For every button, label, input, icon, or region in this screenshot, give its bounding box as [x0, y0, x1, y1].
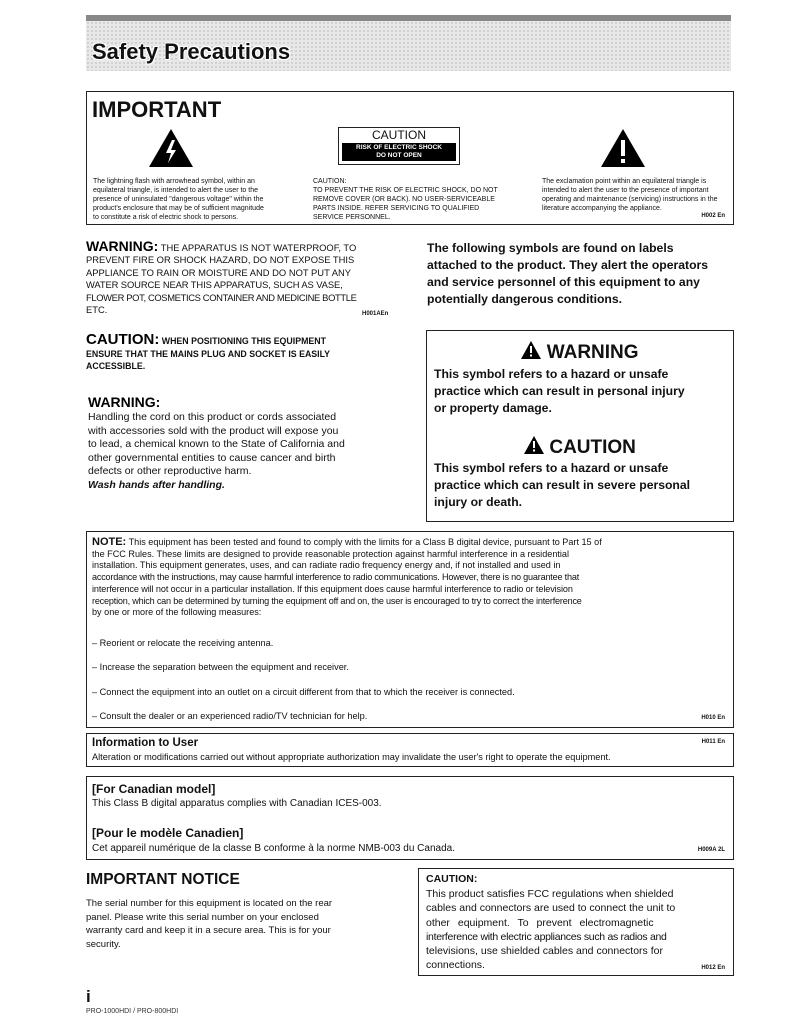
note-line: the FCC Rules. These limits are designed to provide reasonable protection against harmful interference in a residential — [92, 548, 570, 559]
caution-triangle-icon — [524, 436, 544, 454]
warning-lead-line: with accessories sold with the product will expose you — [88, 424, 339, 437]
canadian-head-fr: [Pour le modèle Canadien] — [92, 826, 244, 840]
caution-fcc-code: H012 En — [701, 965, 725, 971]
canadian-text-en: This Class B digital apparatus complies with Canadian ICES-003. — [92, 798, 382, 809]
note-line: by one or more of the following measures: — [92, 607, 262, 618]
note-box — [86, 531, 734, 728]
warning-waterproof-line: ETC. — [86, 304, 108, 316]
warning-lead-italic: Wash hands after handling. — [88, 478, 225, 491]
important-box — [86, 91, 734, 225]
warning-waterproof-line: THE APPARATUS IS NOT WATERPROOF, TO — [158, 242, 357, 253]
important-title: IMPORTANT — [92, 97, 222, 122]
caution-mains-line: ENSURE THAT THE MAINS PLUG AND SOCKET IS EASILY — [86, 348, 331, 359]
symbols-intro: The following symbols are found on labels attached to the product. They alert the operators and service personnel of this equipment to any potentially dangerous conditions. — [427, 241, 709, 306]
note-bullet: – Consult the dealer or an experienced radio/TV technician for help. — [92, 711, 368, 721]
note-line: accordance with the instructions, may cause harmful interference to radio communications. However, there is no guarantee that — [92, 572, 580, 583]
canadian-text-fr: Cet appareil numérique de la classe B conforme à la norme NMB-003 du Canada. — [92, 843, 455, 854]
lightning-description: The lightning flash with arrowhead symbol, within an equilateral triangle, is intended to alert the user to the presence of uninsulated "dangerous voltage" within the product's enclosure that may be of sufficient magnitude to constitute a risk of electric shock to persons. — [93, 178, 264, 221]
important-code: H002 En — [701, 213, 725, 219]
warning-lead-head: WARNING: — [88, 394, 161, 410]
note-code: H010 En — [701, 715, 725, 721]
lightning-warning-icon — [148, 128, 194, 168]
canadian-code: H009A 2L — [697, 847, 725, 853]
caution-fcc-box — [418, 868, 734, 976]
page-number: i — [86, 987, 91, 1006]
warning-lead — [88, 394, 393, 492]
warning-lead-line: other governmental entities to cause cancer and birth — [88, 451, 336, 464]
caution-label-box — [338, 127, 460, 165]
caution-label: CAUTION — [372, 128, 426, 142]
note-line: installation. This equipment generates, uses, and can radiate radio frequency energy and, if not installed and used in — [92, 560, 561, 571]
info-user-text: Alteration or modifications carried out without appropriate authorization may invalidate the user's right to operate the equipment. — [92, 752, 611, 762]
warning-waterproof-line: WATER SOURCE NEAR THIS APPARATUS, SUCH AS VASE, — [86, 279, 343, 291]
warning-waterproof-code: H001AEn — [362, 311, 389, 317]
symbol-warning-text: This symbol refers to a hazard or unsafe practice which can result in personal injury or property damage. — [434, 367, 685, 415]
warning-waterproof — [86, 240, 391, 316]
caution-mains-line: WHEN POSITIONING THIS EQUIPMENT — [159, 336, 326, 346]
caution-mains-head: CAUTION: — [86, 331, 160, 348]
important-notice-head: IMPORTANT NOTICE — [86, 871, 240, 888]
caution-banner-line1: RISK OF ELECTRIC SHOCK — [356, 144, 442, 151]
info-user-code: H011 En — [701, 739, 725, 745]
caution-mains-plug — [86, 331, 391, 373]
note-bullet: – Increase the separation between the equipment and receiver. — [92, 662, 349, 672]
caution-description: CAUTION: TO PREVENT THE RISK OF ELECTRIC SHOCK, DO NOT REMOVE COVER (OR BACK). NO USER-SERVICEABLE PARTS INSIDE. REFER SERVICING TO QUALIFIED SERVICE PERSONNEL. — [313, 178, 498, 221]
symbol-box — [426, 330, 734, 522]
symbol-caution-title-row — [427, 436, 733, 459]
symbol-warning-title: WARNING — [546, 342, 639, 363]
caution-fcc-text: This product satisfies FCC regulations when shielded cables and connectors are used to connect the unit to other equipment. To prevent electromagnetic interference with electric appliances such as radios and televisions, use shielded cables and connectors for connections. — [426, 888, 676, 972]
note-line: interference will not occur in a particular installation. If this equipment does cause harmful interference to radio or television — [92, 583, 573, 594]
warning-waterproof-head: WARNING: — [86, 238, 159, 254]
caution-banner-line2: DO NOT OPEN — [376, 152, 422, 159]
model-name: PRO-1000HDI / PRO-800HDI — [86, 1008, 179, 1015]
warning-triangle-icon — [521, 341, 541, 359]
canadian-head-en: [For Canadian model] — [92, 782, 216, 796]
warning-lead-line: defects or other reproductive harm. — [88, 465, 252, 477]
note-line: This equipment has been tested and found to comply with the limits for a Class B digital device, pursuant to Part 15 of — [126, 537, 602, 547]
caution-mains-line: ACCESSIBLE. — [86, 361, 146, 371]
note-bullet: – Reorient or relocate the receiving antenna. — [92, 638, 274, 648]
warning-waterproof-line: FLOWER POT, COSMETICS CONTAINER AND MEDICINE BOTTLE — [86, 291, 357, 303]
symbol-caution-title: CAUTION — [549, 437, 636, 458]
page-title: Safety Precautions — [92, 39, 291, 64]
important-notice-text: The serial number for this equipment is located on the rear panel. Please write this serial number on your enclosed warranty card and keep it in a secure area. This is for your security. — [86, 898, 333, 950]
info-user-box — [86, 733, 734, 767]
note-line: reception, which can be determined by turning the equipment off and on, the user is encouraged to try to correct the interference — [92, 595, 582, 606]
exclamation-warning-icon — [600, 128, 646, 168]
canadian-box — [86, 776, 734, 860]
info-user-head: Information to User — [92, 737, 199, 749]
note-head: NOTE: — [92, 536, 127, 548]
note-bullet: – Connect the equipment into an outlet on a circuit different from that to which the receiver is connected. — [92, 687, 515, 697]
exclamation-description: The exclamation point within an equilateral triangle is intended to alert the user to the presence of important operating and maintenance (servicing) instructions in the literature accompanying the appliance. — [542, 178, 718, 212]
caution-banner — [342, 143, 456, 161]
warning-lead-line: Handling the cord on this product or cords associated — [88, 411, 337, 423]
symbol-caution-text: This symbol refers to a hazard or unsafe practice which can result in severe personal injury or death. — [434, 461, 691, 509]
warning-waterproof-line: APPLIANCE TO RAIN OR MOISTURE AND DO NOT PUT ANY — [86, 266, 351, 278]
symbol-warning-title-row — [427, 341, 733, 364]
warning-lead-line: to lead, a chemical known to the State of California and — [88, 438, 345, 450]
warning-waterproof-line: PREVENT FIRE OR SHOCK HAZARD, DO NOT EXPOSE THIS — [86, 254, 355, 266]
note-text — [92, 537, 728, 619]
header-banner — [86, 15, 731, 71]
caution-fcc-head: CAUTION: — [426, 873, 478, 885]
